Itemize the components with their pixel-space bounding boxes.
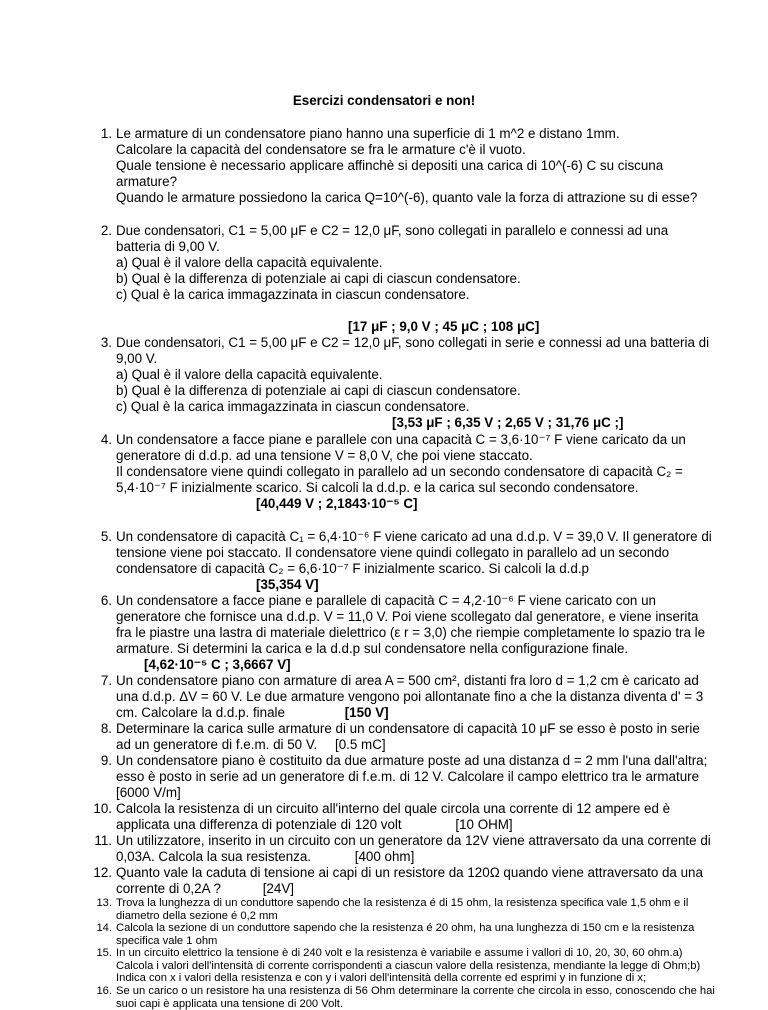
exercise-9-answer: [6000 V/m]: [116, 785, 181, 801]
exercise-5: 5. Un condensatore di capacità C₁ = 6,4·10⁻⁶ F viene caricato ad una d.d.p. V = 39,0 V. Il generatore di tensione viene poi staccato. Il condensatore viene quindi collegato in parallelo ad un secondo condensatore di capacità C₂ = 6,6·10⁻⁷ F inizialmente scarico. Si calcoli la d.d.p [35,354 V]: [116, 529, 716, 593]
exercise-3-answer: [3,53 μF ; 6,35 V ; 2,65 V ; 31,76 μC ;]: [392, 415, 624, 431]
exercise-4: 4. Un condensatore a facce piane e parallele con una capacità C = 3,6·10⁻⁷ F viene caricato da un generatore di d.d.p. ad una tensione V = 8,0 V, che poi viene staccato. Il condensatore viene quindi collegato in parallelo ad un secondo condensatore di capacità C₂ = 5,4·10⁻⁷ F inizialmente scarico. Si calcoli la d.d.p. e la carica sul secondo condensatore. [40,449 V ; 2,1843·10⁻⁵ C]: [116, 432, 716, 512]
exercise-10-answer: [10 OHM]: [455, 817, 513, 833]
exercise-3: 3. Due condensatori, C1 = 5,00 μF e C2 = 12,0 μF, sono collegati in serie e connessi ad una batteria di 9,00 V. a) Qual è il valore della capacità equivalente. b) Qual è la differenza di potenziale ai capi di ciascun condensatore. c) Qual è la carica immagazzinata in ciascun condensatore. [3,53 μF ; 6,35 V ; 2,65 V ; 31,76 μC ;]: [116, 335, 716, 432]
exercise-6-answer: [4,62·10⁻⁵ C ; 3,6667 V]: [144, 657, 291, 673]
exercise-8-answer: [0.5 mC]: [334, 737, 386, 753]
exercise-7: 7. Un condensatore piano con armature di area A = 500 cm², distanti fra loro d = 1,2 cm è caricato ad una d.d.p. ΔV = 60 V. Le due armature vengono poi allontanate fino a che la distanza diventa d' = 3 cm. Calcolare la d.d.p. finale [150 V]: [100, 673, 704, 721]
exercise-13: 13. Trova la lunghezza di un conduttore sapendo che la resistenza é di 15 ohm, la resistenza specifica vale 1,5 ohm e il diametro della sezione é 0,2 mm: [96, 897, 689, 922]
exercise-7-answer: [150 V]: [344, 705, 389, 721]
exercise-8: 8. Determinare la carica sulle armature di un condensatore di capacità 10 μF se esso è posto in serie ad un generatore di f.e.m. di 50 V. [0.5 mC]: [100, 721, 700, 753]
exercise-5-answer: [35,354 V]: [256, 577, 319, 593]
exercise-11: 11. Un utilizzatore, inserito in un circuito con un generatore da 12V viene attraversato da una corrente di 0,03A. Calcola la sua resistenza. [400 ohm]: [94, 833, 711, 865]
exercise-2: 2. Due condensatori, C1 = 5,00 μF e C2 = 12,0 μF, sono collegati in parallelo e connessi ad una batteria di 9,00 V. a) Qual è il valore della capacità equivalente. b) Qual è la differenza di potenziale ai capi di ciascun condensatore. c) Qual è la carica immagazzinata in ciascun condensatore.: [100, 223, 669, 303]
exercise-9: 9. Un condensatore piano è costituito da due armature poste ad una distanza d = 2 mm l'una dall'altra; esso è posto in serie ad un generatore di f.e.m. di 12 V. Calcolare il campo elettrico tra le armature [6000 V/m]: [100, 753, 708, 801]
exercise-16: 16. Se un carico o un resistore ha una resistenza di 56 Ohm determinare la corrente che circola in esso, conoscendo che hai suoi capi è applicata una tensione di 200 Volt.: [96, 985, 715, 1010]
exercise-12-answer: [24V]: [262, 881, 294, 897]
exercise-4-answer: [40,449 V ; 2,1843·10⁻⁵ C]: [256, 496, 418, 512]
exercise-1: 1. Le armature di un condensatore piano hanno una superficie di 1 m^2 e distano 1mm. Calcolare la capacità del condensatore se fra le armature c'è il vuoto. Quale tensione è necessario applicare affinchè si depositi una carica di 10^(-6) C su ciscuna armature? Quando le armature possiedono la carica Q=10^(-6), quanto vale la forza di attrazione su di esse?: [100, 126, 698, 206]
exercise-15: 15. In un circuito elettrico la tensione è di 240 volt e la resistenza è variabile e assume i vallori di 10, 20, 30, 60 ohm.a) Calcola i valori dell'intensità di corrente corrispondenti a ciascun valore della resistenza, mendiante la legge di Ohm;b) Indica con x i valori della resistenza e con y i valori dell'intensità della corrente ed esprimi y in funzione di x;: [96, 947, 701, 985]
document-title: Esercizi condensatori e non!: [292, 93, 476, 108]
exercise-2-answer: [17 μF ; 9,0 V ; 45 μC ; 108 μC]: [348, 319, 540, 334]
exercise-6: 6. Un condensatore a facce piane e parallele di capacità C = 4,2·10⁻⁶ F viene caricato con un generatore che fornisce una d.d.p. V = 11,0 V. Poi viene scollegato dal generatore, e viene inserita fra le piastre una lastra di materiale dielettrico (ε r = 3,0) che riempie completamente lo spazio tra le armature. Si determini la carica e la d.d.p sul condensatore nella configurazione finale. [4,62·10⁻⁵ C ; 3,6667 V]: [116, 593, 716, 673]
exercise-12: 12. Quanto vale la caduta di tensione ai capi di un resistore da 120Ω quando viene attraversato da una corrente di 0,2A ? [24V]: [93, 865, 703, 897]
exercise-11-answer: [400 ohm]: [354, 849, 415, 865]
exercise-14: 14. Calcola la sezione di un conduttore sapendo che la resistenza é 20 ohm, ha una lunghezza di 150 cm e la resistenza specifica vale 1 ohm: [96, 922, 695, 947]
exercise-10: 10. Calcola la resistenza di un circuito all'interno del quale circola una corrente di 12 ampere ed è applicata una differenza di potenziale di 120 volt [10 OHM]: [93, 801, 671, 833]
